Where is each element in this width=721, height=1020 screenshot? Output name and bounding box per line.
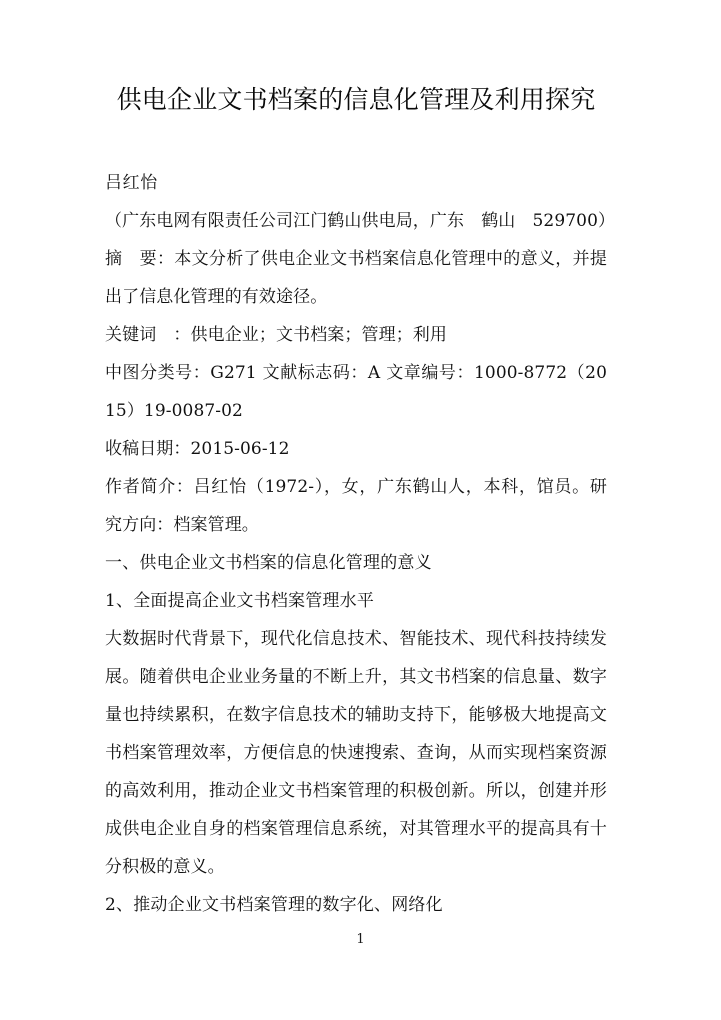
classification-number: 中图分类号：G271 文献标志码：A 文章编号：1000-8772（2015）19-0087-02 [105, 363, 607, 421]
abstract: 摘 要：本文分析了供电企业文书档案信息化管理中的意义，并提出了信息化管理的有效途径。 [105, 249, 607, 307]
page-number: 1 [356, 932, 365, 947]
page-title: 供电企业文书档案的信息化管理及利用探究 [116, 85, 596, 114]
author-bio: 作者简介：吕红怡（1972-），女，广东鹤山人，本科，馆员。研究方向：档案管理。 [105, 477, 607, 535]
subsection-heading-2: 2、推动企业文书档案管理的数字化、网络化 [105, 895, 443, 915]
author-name: 吕红怡 [105, 173, 158, 193]
front-matter [105, 164, 616, 544]
subsection-heading-1: 1、全面提高企业文书档案管理水平 [105, 591, 375, 611]
section-heading-1: 一、供电企业文书档案的信息化管理的意义 [105, 553, 432, 573]
keywords: 关键词 ：供电企业；文书档案；管理；利用 [105, 325, 447, 345]
received-date: 收稿日期：2015-06-12 [105, 439, 290, 459]
body-paragraph-1: 大数据时代背景下，现代化信息技术、智能技术、现代科技持续发展。随着供电企业业务量的不断上升，其文书档案的信息量、数字量也持续累积，在数字信息技术的辅助支持下，能够极大地提高文书档案管理效率，方便信息的快速搜索、查询，从而实现档案资源的高效利用，推动企业文书档案管理的积极创新。所以，创建并形成供电企业自身的档案管理信息系统，对其管理水平的提高具有十分积极的意义。 [105, 629, 607, 877]
author-affiliation: （广东电网有限责任公司江门鹤山供电局，广东 鹤山 529700） [105, 211, 616, 231]
page-content [105, 0, 616, 924]
